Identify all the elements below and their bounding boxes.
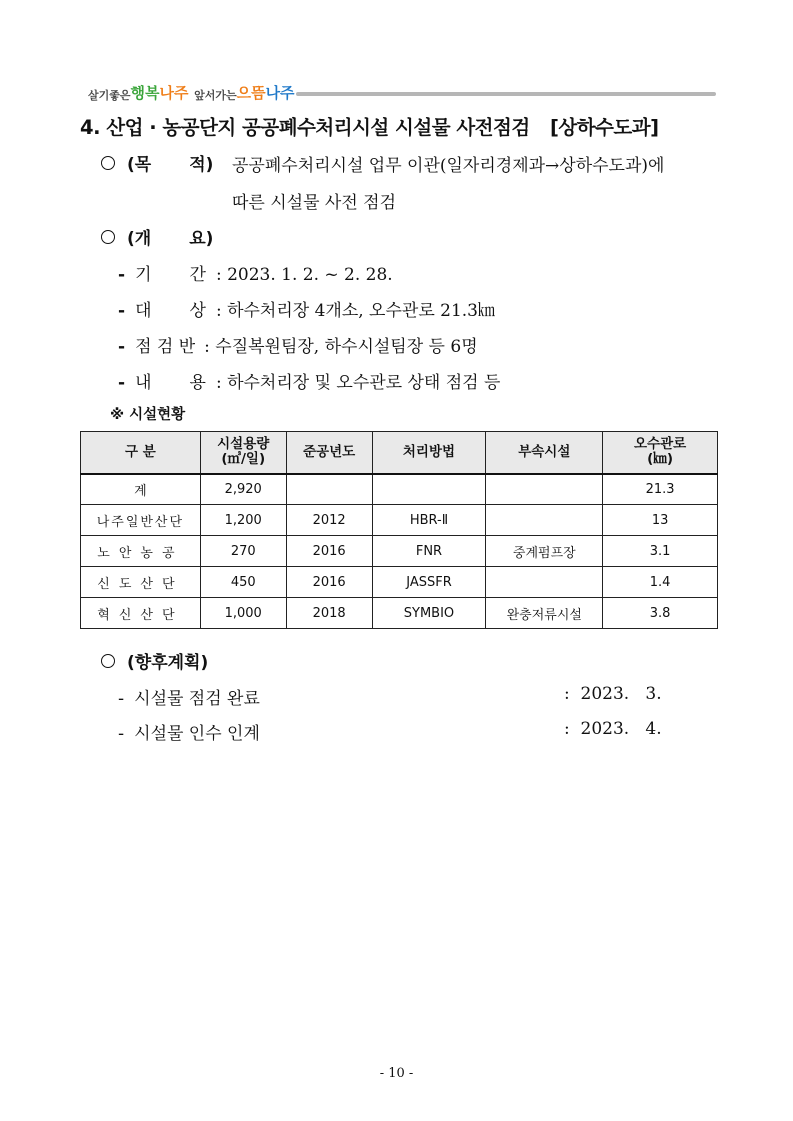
slogan-text-1: 살기좋은 — [88, 89, 131, 102]
dash-bullet-icon: - — [118, 337, 126, 357]
purpose-label-a: (목 — [127, 155, 152, 175]
col-header-method — [372, 432, 486, 474]
table-cell: 1,000 — [200, 598, 286, 629]
item-value: : 2023. 1. 2. ~ 2. 28. — [215, 265, 393, 285]
table-cell: 3.8 — [603, 598, 718, 629]
col-header-division — [81, 432, 201, 474]
overview-item-period — [118, 260, 393, 285]
item-key: 용 — [189, 373, 206, 393]
item-key: 간 — [189, 265, 206, 285]
plan-text: 시설물 점검 완료 — [134, 689, 260, 709]
table-cell: 혁신산단 — [81, 598, 201, 629]
col-header-capacity — [200, 432, 286, 474]
section-title — [80, 112, 659, 140]
table-cell — [486, 474, 603, 505]
slogan-text-4: 앞서가는 — [194, 89, 237, 102]
item-key: 상 — [189, 301, 206, 321]
facility-table — [80, 431, 718, 629]
header-text: 오수관로 — [634, 436, 687, 453]
item-key: 내 — [135, 373, 152, 393]
table-cell — [286, 474, 372, 505]
section-title-text: 4. 산업 · 농공단지 공공폐수처리시설 시설물 사전점검 — [80, 116, 530, 139]
header-text: 시설용량 — [217, 436, 270, 453]
table-cell: 2,920 — [200, 474, 286, 505]
item-value: : 하수처리장 및 오수관로 상태 점검 등 — [215, 373, 501, 393]
table-cell: HBR-Ⅱ — [372, 505, 486, 536]
purpose-label-b: 적) — [189, 155, 214, 175]
table-cell: 2012 — [286, 505, 372, 536]
overview-item-content — [118, 368, 500, 393]
table-cell: SYMBIO — [372, 598, 486, 629]
header-text: 처리방법 — [402, 443, 456, 460]
slogan-text-2: 행복 — [130, 84, 160, 102]
slogan-text-5: 으뜸 — [236, 84, 266, 102]
dash-bullet-icon: - — [118, 301, 126, 321]
table-cell: 13 — [603, 505, 718, 536]
overview-item-team — [118, 332, 478, 357]
facility-note: ※ 시설현황 — [110, 407, 186, 423]
purpose-heading — [101, 150, 213, 175]
col-header-year — [286, 432, 372, 474]
header-unit: (㎥/일) — [221, 451, 266, 468]
plan-item-inspection — [118, 684, 260, 709]
plan-label: (향후계획) — [127, 653, 209, 673]
table-cell: 중계펌프장 — [486, 536, 603, 567]
plan-text: 시설물 인수 인계 — [134, 724, 260, 744]
slogan-text-6: 나주 — [265, 84, 295, 102]
table-cell: 450 — [200, 567, 286, 598]
table-cell — [486, 505, 603, 536]
overview-heading — [101, 224, 213, 249]
item-key: 기 — [135, 265, 152, 285]
dash-bullet-icon: - — [118, 373, 126, 393]
table-row — [81, 567, 718, 598]
table-cell: 2016 — [286, 536, 372, 567]
table-cell: JASSFR — [372, 567, 486, 598]
table-cell: 1,200 — [200, 505, 286, 536]
table-cell: 나주일반산단 — [81, 505, 201, 536]
table-cell: 2016 — [286, 567, 372, 598]
overview-label-a: (개 — [127, 229, 152, 249]
table-row — [81, 598, 718, 629]
header-unit: (㎞) — [647, 451, 673, 468]
overview-label-b: 요) — [189, 229, 214, 249]
table-cell: FNR — [372, 536, 486, 567]
plan-item-handover — [118, 719, 260, 744]
header-text: 준공년도 — [303, 443, 356, 460]
circle-bullet-icon — [101, 230, 115, 244]
slogan-text-3: 나주 — [159, 84, 189, 102]
purpose-line-2: 따른 시설물 사전 점검 — [232, 193, 397, 213]
slogan-logo — [88, 82, 295, 108]
plan-heading — [101, 648, 208, 673]
header-text: 부속시설 — [518, 443, 571, 460]
table-cell — [486, 567, 603, 598]
item-value: : 하수처리장 4개소, 오수관로 21.3㎞ — [215, 301, 495, 321]
table-cell: 신도산단 — [81, 567, 201, 598]
table-row — [81, 474, 718, 505]
table-cell: 1.4 — [603, 567, 718, 598]
purpose-line-1: 공공폐수처리시설 업무 이관(일자리경제과→상하수도과)에 — [232, 156, 665, 176]
table-header-row — [81, 432, 718, 474]
table-cell: 270 — [200, 536, 286, 567]
table-cell: 2018 — [286, 598, 372, 629]
circle-bullet-icon — [101, 654, 115, 668]
table-row — [81, 505, 718, 536]
plan-date-handover: : 2023. 4. — [564, 719, 662, 739]
header-rule — [296, 92, 716, 96]
dash-bullet-icon: - — [118, 724, 125, 744]
plan-date-inspection: : 2023. 3. — [564, 684, 662, 704]
dash-bullet-icon: - — [118, 689, 125, 709]
circle-bullet-icon — [101, 156, 115, 170]
item-key: 대 — [135, 301, 152, 321]
table-cell — [372, 474, 486, 505]
table-cell: 3.1 — [603, 536, 718, 567]
table-cell: 계 — [81, 474, 201, 505]
section-dept: [상하수도과] — [550, 116, 659, 139]
table-row — [81, 536, 718, 567]
item-value: : 수질복원팀장, 하수시설팀장 등 6명 — [204, 337, 478, 357]
col-header-ancillary — [486, 432, 603, 474]
item-key: 점 검 반 — [135, 337, 196, 357]
page-number: - 10 - — [379, 1066, 414, 1081]
table-cell: 21.3 — [603, 474, 718, 505]
table-cell: 노안농공 — [81, 536, 201, 567]
table-cell: 완충저류시설 — [486, 598, 603, 629]
header-text: 구 분 — [124, 443, 156, 460]
overview-item-target — [118, 296, 495, 321]
dash-bullet-icon: - — [118, 265, 126, 285]
col-header-sewer — [603, 432, 718, 474]
